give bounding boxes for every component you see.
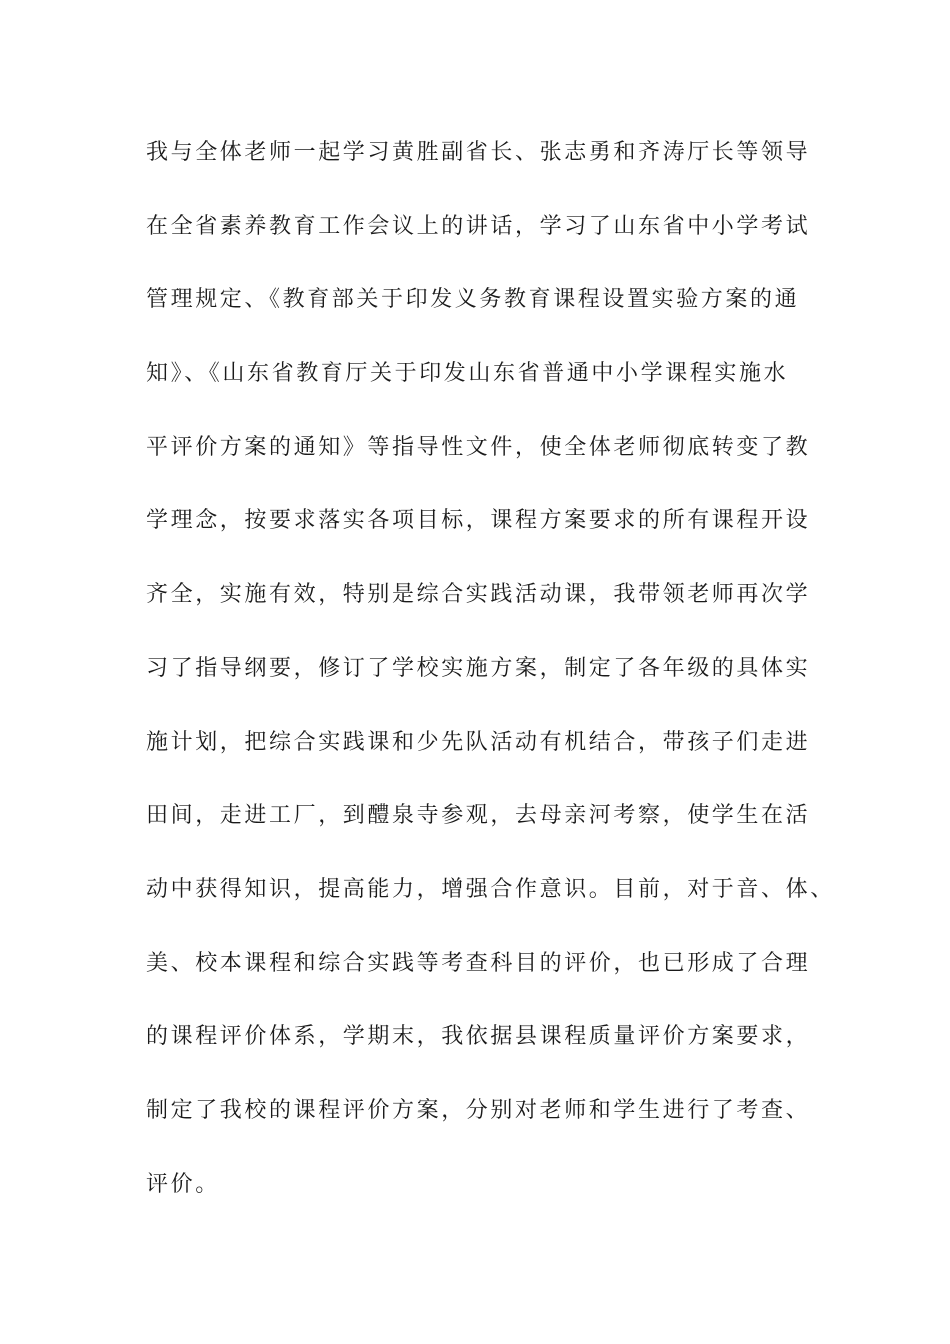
text-line-2: 在全省素养教育工作会议上的讲话，学习了山东省中小学考试 [146, 213, 811, 239]
text-line-14: 制定了我校的课程评价方案，分别对老师和学生进行了考查、 [146, 1097, 811, 1123]
text-line-8: 习了指导纲要，修订了学校实施方案，制定了各年级的具体实 [146, 655, 811, 681]
text-line-5: 平评价方案的通知》等指导性文件，使全体老师彻底转变了教 [146, 434, 811, 460]
text-line-10: 田间，走进工厂，到醴泉寺参观，去母亲河考察，使学生在活 [146, 803, 811, 829]
text-line-6: 学理念，按要求落实各项目标，课程方案要求的所有课程开设 [146, 508, 811, 534]
text-line-9: 施计划，把综合实践课和少先队活动有机结合，带孩子们走进 [146, 729, 811, 755]
text-line-7: 齐全，实施有效，特别是综合实践活动课，我带领老师再次学 [146, 582, 811, 608]
text-line-1: 我与全体老师一起学习黄胜副省长、张志勇和齐涛厅长等领导 [146, 140, 811, 165]
text-line-13: 的课程评价体系，学期末，我依据县课程质量评价方案要求， [146, 1024, 811, 1050]
text-line-11: 动中获得知识，提高能力，增强合作意识。目前，对于音、体、 [146, 876, 835, 902]
text-line-3: 管理规定、《教育部关于印发义务教育课程设置实验方案的通 [146, 287, 800, 313]
text-line-12: 美、校本课程和综合实践等考查科目的评价，也已形成了合理 [146, 950, 811, 976]
text-line-15: 评价。 [146, 1171, 220, 1197]
body-paragraph [146, 133, 836, 1238]
text-line-4: 知》、《山东省教育厅关于印发山东省普通中小学课程实施水 [146, 361, 789, 387]
